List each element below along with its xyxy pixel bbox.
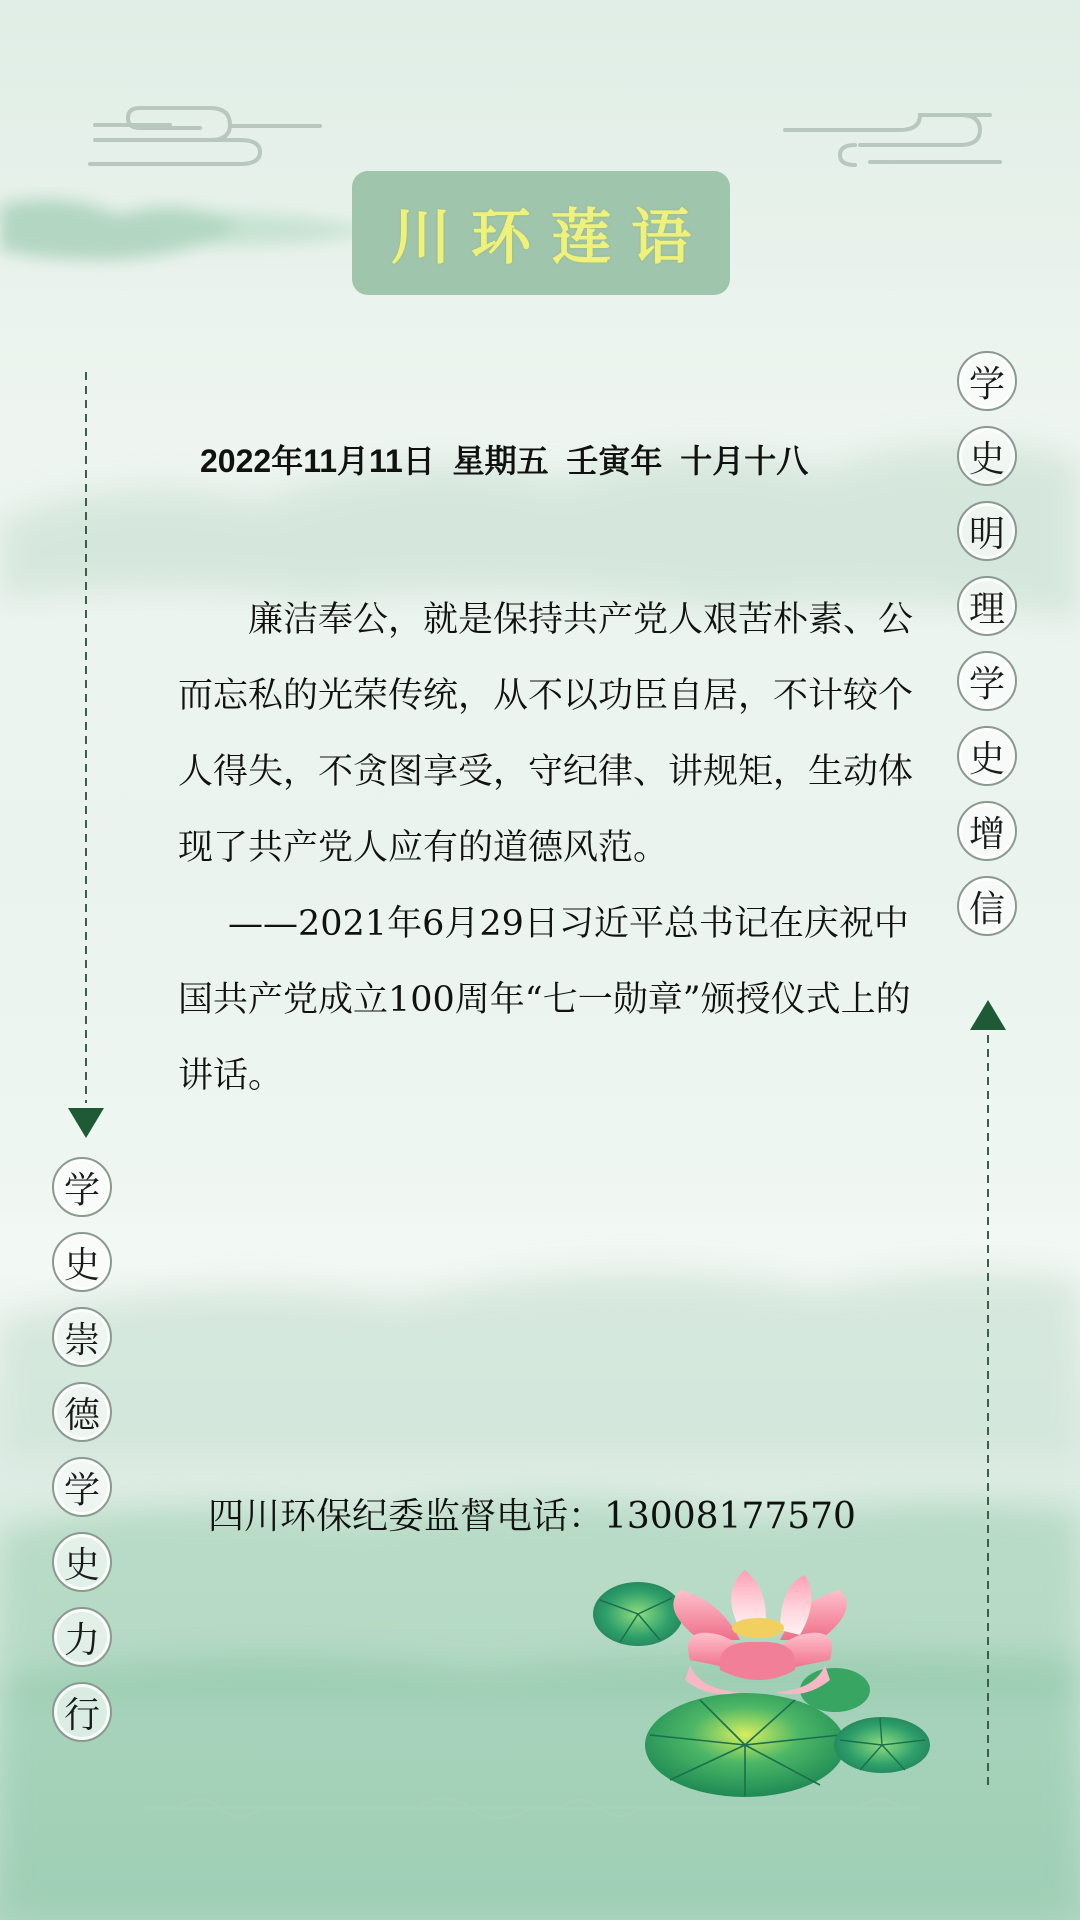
slogan-char: 史: [52, 1532, 112, 1592]
slogan-char: 理: [957, 576, 1017, 636]
slogan-char: 行: [52, 1682, 112, 1742]
left-slogan-column: [52, 1157, 112, 1742]
slogan-char: 信: [957, 876, 1017, 936]
title-banner: [352, 171, 730, 295]
quote-paragraph: 廉洁奉公，就是保持共产党人艰苦朴素、公而忘私的光荣传统，从不以功臣自居，不计较个人得失，不贪图享受，守纪律、讲规矩，生动体现了共产党人应有的道德风范。: [178, 600, 914, 868]
slogan-char: 明: [957, 501, 1017, 561]
lotus-leaf-main: [645, 1693, 845, 1797]
slogan-char: 史: [957, 726, 1017, 786]
slogan-char: 崇: [52, 1307, 112, 1367]
date-line: 2022年11月11日 星期五 壬寅年 十月十八: [200, 443, 809, 479]
page-title: 川环莲语: [391, 203, 711, 273]
slogan-char: 学: [52, 1457, 112, 1517]
lotus-flower: [673, 1570, 846, 1694]
slogan-char: 史: [957, 426, 1017, 486]
lotus-leaf-right: [834, 1717, 930, 1773]
hotline-text: 四川环保纪委监督电话：13008177570: [208, 1496, 856, 1537]
slogan-char: 力: [52, 1607, 112, 1667]
quote-source: ——2021年6月29日习近平总书记在庆祝中国共产党成立100周年“七一勋章”颁授仪式上的讲话。: [178, 904, 911, 1096]
slogan-char: 史: [52, 1232, 112, 1292]
slogan-char: 德: [52, 1382, 112, 1442]
slogan-char: 学: [52, 1157, 112, 1217]
quote-block: [178, 582, 938, 1114]
slogan-char: 增: [957, 801, 1017, 861]
slogan-char: 学: [957, 651, 1017, 711]
right-slogan-column: [957, 351, 1017, 936]
lotus-leaf-left: [593, 1582, 683, 1646]
slogan-char: 学: [957, 351, 1017, 411]
